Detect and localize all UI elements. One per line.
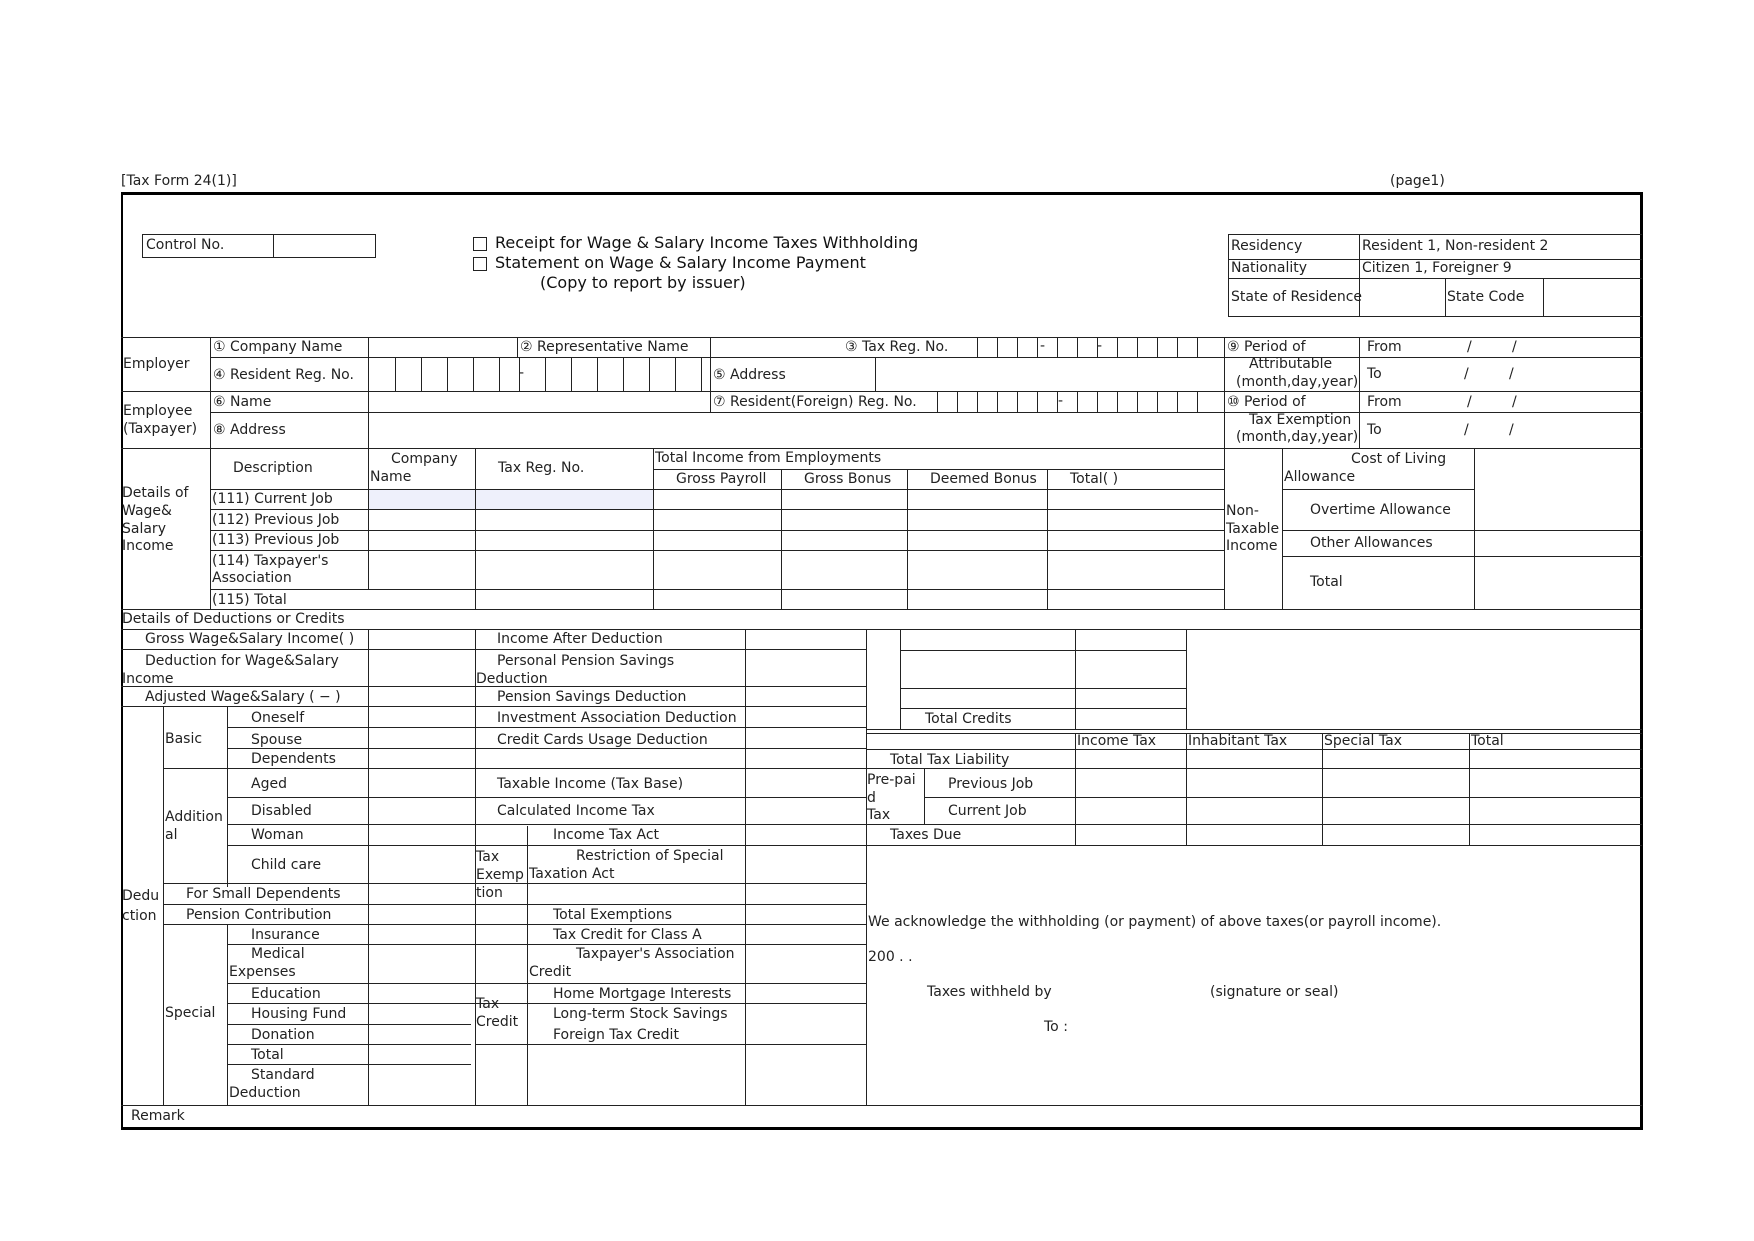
row-total: (115) Total <box>212 592 287 608</box>
remark-label: Remark <box>131 1108 185 1124</box>
class-a-credit-label: Tax Credit for Class A <box>553 927 702 943</box>
receipt-checkbox[interactable] <box>473 237 487 251</box>
taxes-due-label: Taxes Due <box>890 827 962 843</box>
foreign-tax-credit-label: Foreign Tax Credit <box>553 1027 679 1043</box>
special-total-label: Total <box>251 1047 284 1063</box>
state-code-label: State Code <box>1447 289 1525 305</box>
deduction-label: Dedu <box>122 888 160 904</box>
period-attr-to: To <box>1367 366 1382 382</box>
calculated-tax-label: Calculated Income Tax <box>497 803 655 819</box>
pension-savings-label: Pension Savings Deduction <box>497 689 687 705</box>
address-label: ⑤ Address <box>713 367 786 383</box>
frame-top <box>121 192 1642 195</box>
row-current-job: (111) Current Job <box>212 491 333 507</box>
nationality-value: Citizen 1, Foreigner 9 <box>1362 260 1512 276</box>
nationality-label: Nationality <box>1231 260 1308 276</box>
state-residence-label: State of Residence <box>1231 289 1363 305</box>
control-no-label: Control No. <box>146 237 225 253</box>
tax-credit-label: Tax <box>476 996 500 1012</box>
income-after-deduction-label: Income After Deduction <box>497 631 663 647</box>
taxpayers-association-credit-label: Taxpayer's Association <box>576 946 735 962</box>
foreign-reg-no-label: ⑦ Resident(Foreign) Reg. No. <box>713 394 917 410</box>
row-previous-job-2: (113) Previous Job <box>212 532 340 548</box>
representative-name-label: ② Representative Name <box>520 339 689 355</box>
acknowledgement-text: We acknowledge the withholding (or payment) of above taxes(or payroll income). <box>868 914 1442 930</box>
medical-label: Medical <box>251 946 305 962</box>
adjusted-wage-label: Adjusted Wage&Salary ( − ) <box>145 689 341 705</box>
deemed-bonus-header: Deemed Bonus <box>930 471 1037 487</box>
aged-label: Aged <box>251 776 287 792</box>
donation-label: Donation <box>251 1027 315 1043</box>
period-exempt-from: From <box>1367 394 1402 410</box>
woman-label: Woman <box>251 827 304 843</box>
child-care-label: Child care <box>251 857 322 873</box>
home-mortgage-label: Home Mortgage Interests <box>553 986 732 1002</box>
residency-value: Resident 1, Non-resident 2 <box>1362 238 1549 254</box>
disabled-label: Disabled <box>251 803 312 819</box>
restriction-label: Restriction of Special <box>576 848 724 864</box>
small-dependents-label: For Small Dependents <box>186 886 341 902</box>
period-exempt-label: ⑩ Period of <box>1227 394 1306 410</box>
tax-exemption-label: Tax <box>476 849 500 865</box>
employee-name-label: ⑥ Name <box>213 394 272 410</box>
pension-contribution-label: Pension Contribution <box>186 907 332 923</box>
form-id: [Tax Form 24(1)] <box>121 173 237 189</box>
total-income-header: Total Income from Employments <box>655 450 882 466</box>
basic-label: Basic <box>165 731 203 747</box>
insurance-label: Insurance <box>251 927 320 943</box>
prepaid-tax-label: Pre-pai <box>867 772 916 788</box>
frame-bottom <box>121 1127 1642 1130</box>
spouse-label: Spouse <box>251 732 303 748</box>
income-tax-act-label: Income Tax Act <box>553 827 660 843</box>
col-inhabitant-tax: Inhabitant Tax <box>1188 733 1288 749</box>
gross-bonus-header: Gross Bonus <box>804 471 892 487</box>
company-name-header: Company <box>391 451 458 467</box>
employee-label: Employee <box>123 403 193 419</box>
dependents-label: Dependents <box>251 751 336 767</box>
gross-payroll-header: Gross Payroll <box>676 471 767 487</box>
col-total: Total <box>1471 733 1504 749</box>
signature-label[interactable]: (signature or seal) <box>1210 984 1339 1000</box>
income-section-label: Details of <box>122 485 189 501</box>
statement-checkbox[interactable] <box>473 257 487 271</box>
col-income-tax: Income Tax <box>1077 733 1157 749</box>
col-special-tax: Special Tax <box>1324 733 1402 749</box>
tax-reg-no-label: ③ Tax Reg. No. <box>845 339 949 355</box>
special-label: Special <box>165 1005 216 1021</box>
taxes-withheld-by-label: Taxes withheld by <box>927 984 1052 1000</box>
description-header: Description <box>233 460 313 476</box>
title-copy: (Copy to report by issuer) <box>540 273 746 292</box>
taxable-income-label: Taxable Income (Tax Base) <box>497 776 684 792</box>
tax-reg-no-header: Tax Reg. No. <box>498 460 585 476</box>
page-number: (page1) <box>1390 173 1445 189</box>
total-credits-label: Total Credits <box>925 711 1012 727</box>
personal-pension-label: Personal Pension Savings <box>497 653 675 669</box>
title-receipt: Receipt for Wage & Salary Income Taxes Withholding <box>495 233 919 252</box>
education-label: Education <box>251 986 321 1002</box>
resident-reg-no-label: ④ Resident Reg. No. <box>213 367 354 383</box>
deduction-for-label: Deduction for Wage&Salary <box>145 653 339 669</box>
other-allowances-label: Other Allowances <box>1310 535 1433 551</box>
to-label: To : <box>1044 1019 1068 1035</box>
long-term-stock-label: Long-term Stock Savings <box>553 1006 728 1022</box>
employee-address-label: ⑧ Address <box>213 422 286 438</box>
overtime-allowance-label: Overtime Allowance <box>1310 502 1451 518</box>
taxpayer-label: (Taxpayer) <box>123 421 198 437</box>
oneself-label: Oneself <box>251 710 305 726</box>
additional-label: Addition <box>165 809 223 825</box>
housing-fund-label: Housing Fund <box>251 1006 347 1022</box>
deductions-header: Details of Deductions or Credits <box>122 611 345 627</box>
credit-cards-label: Credit Cards Usage Deduction <box>497 732 708 748</box>
period-exempt-to: To <box>1367 422 1382 438</box>
residency-label: Residency <box>1231 238 1303 254</box>
non-taxable-total-label: Total <box>1310 574 1343 590</box>
title-statement: Statement on Wage & Salary Income Payment <box>495 253 866 272</box>
prepaid-current-job-label: Current Job <box>948 803 1027 819</box>
frame-right <box>1640 192 1643 1130</box>
total-header: Total( ) <box>1070 471 1119 487</box>
total-exemptions-label: Total Exemptions <box>553 907 673 923</box>
row-taxpayers-association: (114) Taxpayer's <box>212 553 329 569</box>
period-attr-label: ⑨ Period of <box>1227 339 1306 355</box>
company-name-label: ① Company Name <box>213 339 343 355</box>
prepaid-previous-job-label: Previous Job <box>948 776 1034 792</box>
non-taxable-label: Non- <box>1226 503 1259 519</box>
investment-association-label: Investment Association Deduction <box>497 710 737 726</box>
cost-of-living-label: Cost of Living <box>1351 451 1447 467</box>
period-attr-from: From <box>1367 339 1402 355</box>
row-previous-job-1: (112) Previous Job <box>212 512 340 528</box>
total-tax-liability-label: Total Tax Liability <box>890 752 1010 768</box>
frame-left <box>121 192 123 1130</box>
employer-label: Employer <box>123 356 190 372</box>
standard-deduction-label: Standard <box>251 1067 315 1083</box>
gross-wage-label: Gross Wage&Salary Income( ) <box>145 631 355 647</box>
date-line: 200 . . <box>868 949 913 965</box>
